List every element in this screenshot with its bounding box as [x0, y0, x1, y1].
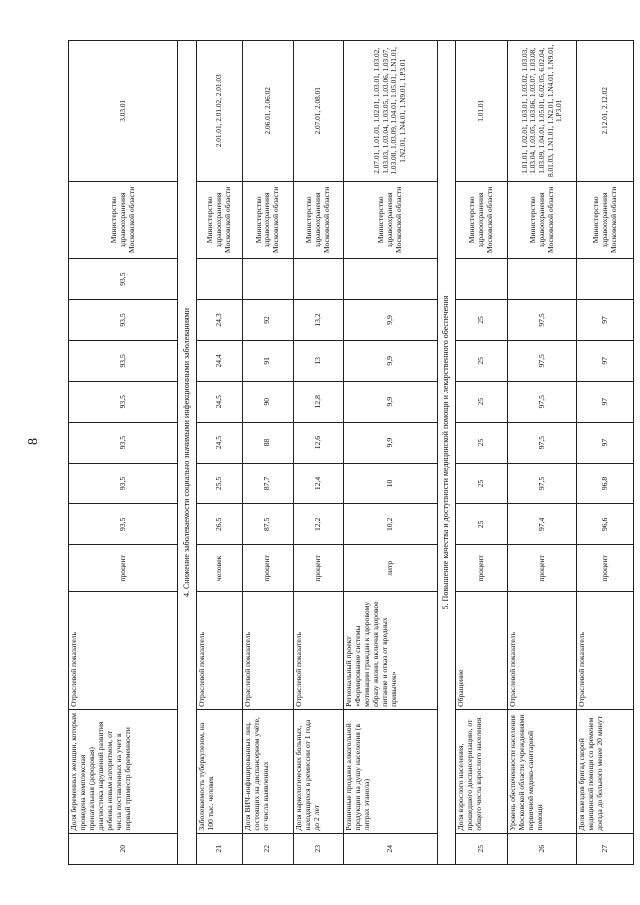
value-cell	[196, 259, 243, 300]
indicator-name: Доля наркологических больных, находящихся в ремиссии от 1 года до 2 лет	[293, 709, 344, 833]
indicator-type: Обращение	[455, 592, 508, 709]
row-number: 21	[196, 833, 243, 864]
table-row	[69, 41, 178, 865]
responsible-body: Министерство здравоохранения Московской области	[196, 181, 243, 259]
indicator-type: Отраслевой показатель	[293, 592, 344, 709]
value-cell: 92	[243, 300, 294, 341]
value-cell: 25	[455, 463, 508, 504]
table-row	[455, 41, 508, 865]
indicator-name: Доля взрослого населения, прошедшего диспансеризацию, от общего числа взрослого населения	[455, 709, 508, 833]
value-cell: 10,2	[344, 504, 437, 545]
value-cell: 97,5	[508, 463, 577, 504]
value-cell: 13,2	[293, 300, 344, 341]
indicator-name: Уровень обеспеченности населения Московской области учреждениями первичной медико-санитарной помощи	[508, 709, 577, 833]
value-cell: 25	[455, 422, 508, 463]
unit-of-measure: процент	[293, 545, 344, 592]
value-cell: 9,9	[344, 422, 437, 463]
table-row	[293, 41, 344, 865]
unit-of-measure: процент	[455, 545, 508, 592]
indicator-name: Доля беременных женщин, которым проведена комплексная пренатальная (дородовая) диагностика нарушений развития ребенка новым алгоритмом, от числа поставленных на учет в первый триместр беременности	[69, 709, 178, 833]
value-cell	[344, 259, 437, 300]
responsible-body: Министерство здравоохранения Московской области	[69, 181, 178, 259]
indicator-name: Доля выездов бригад скорой медицинской помощи со временем доезда до больного менее 20 минут	[577, 709, 634, 833]
value-cell: 25	[455, 340, 508, 381]
activity-codes: 2.07.01, 1.01.01, 1.02.01, 1.03.01, 1.03.02, 1.03.03, 1.03.04, 1.03.05, 1.03.06, 1.03.07, 1.03.08, 1.03.09, 1.04.01, 1.05.01, 1.N1.01, 1.N2.01, 1.N4.01, 1.N9.01, 1.P3.01	[344, 41, 437, 182]
indicator-name: Розничные продажи алкогольной продукции на душу населения (в литрах этанола)	[344, 709, 437, 833]
value-cell: 25	[455, 504, 508, 545]
unit-of-measure: процент	[508, 545, 577, 592]
value-cell: 9,9	[344, 340, 437, 381]
indicator-type: Отраслевой показатель	[243, 592, 294, 709]
value-cell: 13	[293, 340, 344, 381]
row-number: 26	[508, 833, 577, 864]
row-number: 24	[344, 833, 437, 864]
value-cell: 93,5	[69, 504, 178, 545]
value-cell: 10	[344, 463, 437, 504]
table-row	[344, 41, 437, 865]
value-cell: 90	[243, 381, 294, 422]
activity-codes: 2.07.01, 2.08.01	[293, 41, 344, 182]
value-cell: 91	[243, 340, 294, 381]
value-cell: 97	[577, 381, 634, 422]
value-cell: 93,5	[69, 259, 178, 300]
unit-of-measure: процент	[577, 545, 634, 592]
indicators-table-sheet	[68, 40, 634, 865]
value-cell: 87,5	[243, 504, 294, 545]
value-cell: 87,7	[243, 463, 294, 504]
value-cell: 88	[243, 422, 294, 463]
value-cell: 9,9	[344, 300, 437, 341]
value-cell: 97,5	[508, 340, 577, 381]
value-cell: 93,5	[69, 300, 178, 341]
section-title: 4. Снижение заболеваемости социально значимыми инфекционными заболеваниями	[178, 41, 196, 865]
value-cell: 24,5	[196, 381, 243, 422]
value-cell: 25	[455, 381, 508, 422]
value-cell	[508, 259, 577, 300]
unit-of-measure: человек	[196, 545, 243, 592]
value-cell: 9,9	[344, 381, 437, 422]
value-cell: 93,5	[69, 340, 178, 381]
activity-codes: 1.01.01, 1.02.01, 1.03.01, 1.03.02, 1.03.03, 1.03.04, 1.03.05, 1.03.06, 1.03.07, 1.03.08, 1.03.09, 1.04.01, 1.05.01, 6.02.05, 6.02.04, 8.01.03, 1.N1.01, 1.N2.01, 1.N4.01, 1.N9.01, 1.P3.01	[508, 41, 577, 182]
value-cell: 12,4	[293, 463, 344, 504]
value-cell: 24,5	[196, 422, 243, 463]
value-cell: 93,5	[69, 381, 178, 422]
value-cell: 96,8	[577, 463, 634, 504]
indicator-type: Отраслевой показатель	[577, 592, 634, 709]
responsible-body: Министерство здравоохранения Московской области	[344, 181, 437, 259]
value-cell: 93,5	[69, 463, 178, 504]
value-cell: 97,4	[508, 504, 577, 545]
table-row	[243, 41, 294, 865]
value-cell: 12,8	[293, 381, 344, 422]
row-number: 20	[69, 833, 178, 864]
indicator-name: Заболеваемость туберкулезом, на 100 тыс. человек	[196, 709, 243, 833]
indicators-table	[68, 40, 634, 865]
activity-codes: 2.12.01, 2.12.02	[577, 41, 634, 182]
unit-of-measure: литр	[344, 545, 437, 592]
value-cell: 12,2	[293, 504, 344, 545]
value-cell: 97	[577, 300, 634, 341]
responsible-body: Министерство здравоохранения Московской области	[293, 181, 344, 259]
responsible-body: Министерство здравоохранения Московской области	[577, 181, 634, 259]
value-cell: 25	[455, 300, 508, 341]
value-cell: 97,5	[508, 300, 577, 341]
responsible-body: Министерство здравоохранения Московской области	[243, 181, 294, 259]
indicator-type: Региональный проект «Формирование системы мотивации граждан к здоровому образу жизни, включая здоровое питание и отказ от вредных привычек»	[344, 592, 437, 709]
activity-codes: 3.03.01	[69, 41, 178, 182]
activity-codes: 2.01.01, 2.01.02, 2.01.03	[196, 41, 243, 182]
activity-codes: 2.06.01, 2.06.02	[243, 41, 294, 182]
table-row	[508, 41, 577, 865]
value-cell: 93,5	[69, 422, 178, 463]
value-cell: 12,6	[293, 422, 344, 463]
unit-of-measure: процент	[243, 545, 294, 592]
value-cell: 97	[577, 422, 634, 463]
table-row	[577, 41, 634, 865]
value-cell: 97,5	[508, 422, 577, 463]
value-cell	[293, 259, 344, 300]
table-row	[196, 41, 243, 865]
responsible-body: Министерство здравоохранения Московской области	[508, 181, 577, 259]
value-cell: 96,6	[577, 504, 634, 545]
value-cell: 24,3	[196, 300, 243, 341]
row-number: 22	[243, 833, 294, 864]
indicator-type: Отраслевой показатель	[196, 592, 243, 709]
value-cell	[455, 259, 508, 300]
row-number: 27	[577, 833, 634, 864]
section-header-row	[437, 41, 455, 865]
responsible-body: Министерство здравоохранения Московской области	[455, 181, 508, 259]
value-cell: 25,5	[196, 463, 243, 504]
page-number: 8	[26, 438, 41, 445]
value-cell: 97,5	[508, 381, 577, 422]
indicator-type: Отраслевой показатель	[508, 592, 577, 709]
unit-of-measure: процент	[69, 545, 178, 592]
value-cell: 26,5	[196, 504, 243, 545]
section-title: 5. Повышение качества и доступности медицинской помощи и лекарственного обеспечения	[437, 41, 455, 865]
row-number: 25	[455, 833, 508, 864]
value-cell: 97	[577, 340, 634, 381]
activity-codes: 1.01.01	[455, 41, 508, 182]
indicator-type: Отраслевой показатель	[69, 592, 178, 709]
section-header-row	[178, 41, 196, 865]
row-number: 23	[293, 833, 344, 864]
indicator-name: Доля ВИЧ-инфицированных лиц, состоящих на диспансерном учёте, от числа выявленных	[243, 709, 294, 833]
value-cell	[243, 259, 294, 300]
value-cell: 24,4	[196, 340, 243, 381]
table-body	[69, 41, 634, 865]
value-cell	[577, 259, 634, 300]
